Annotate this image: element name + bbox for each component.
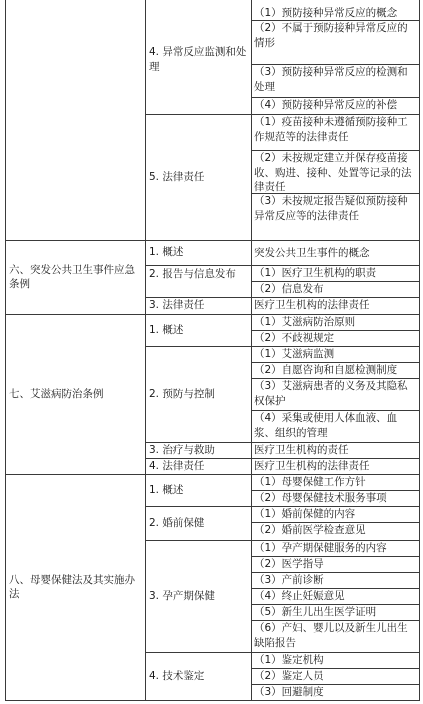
list-item: （3）未按规定报告疑似预防接种异常反应等的法律责任: [254, 195, 408, 222]
list-item: （1）婚前保健的内容: [254, 508, 356, 520]
list-item: （1）艾滋病监测: [254, 348, 335, 360]
subsection-name: 2. 预防与控制: [149, 387, 215, 400]
list-item: （1）孕产期保健服务的内容: [254, 542, 387, 554]
subsection-name: 4. 异常反应监测和处理: [149, 46, 247, 73]
list-item: （3）产前诊断: [254, 574, 324, 586]
subsection-name: 5. 法律责任: [149, 170, 205, 183]
list-item: （2）医学指导: [254, 558, 324, 570]
list-item: （3）回避制度: [254, 686, 324, 698]
list-item: （2）不属于预防接种异常反应的情形: [254, 22, 408, 49]
section-divider: [5, 240, 420, 241]
list-item: （3）艾滋病患者的义务及其隐私权保护: [254, 380, 408, 407]
list-item: （2）鉴定人员: [254, 670, 324, 682]
list-item: （2）未按规定建立并保存疫苗接收、购进、接种、处置等记录的法律责任: [254, 152, 412, 193]
subsection-name: 3. 治疗与救助: [149, 443, 215, 456]
subsection-name: 4. 技术鉴定: [149, 669, 205, 682]
subsection-name: 2. 婚前保健: [149, 516, 205, 529]
table-border-v2: [251, 0, 252, 701]
list-item: （4）预防接种异常反应的补偿: [254, 99, 398, 111]
table-border-v3: [419, 0, 420, 701]
list-item: （2）信息发布: [254, 283, 324, 295]
list-item: （4）采集或使用人体血液、血浆、组织的管理: [254, 412, 398, 439]
table-border-v1: [145, 0, 146, 701]
list-item: （1）预防接种异常反应的概念: [254, 7, 398, 19]
section-title: 八、母婴保健法及其实施办法: [9, 573, 135, 600]
list-item: （1）母婴保健工作方针: [254, 476, 366, 488]
table-border-v0: [5, 0, 6, 701]
subsection-name: 1. 概述: [149, 483, 184, 496]
section-title: 六、突发公共卫生事件应急条例: [9, 263, 135, 290]
subsection-name: 1. 概述: [149, 323, 184, 336]
list-item: （4）终止妊娠意见: [254, 590, 345, 602]
list-item: （2）婚前医学检查意见: [254, 524, 366, 536]
list-item: 医疗卫生机构的法律责任: [254, 299, 370, 311]
list-item: （1）疫苗接种未遵循预防接种工作规范等的法律责任: [254, 116, 408, 143]
table-border-bottom: [5, 700, 420, 701]
subsection-name: 2. 报告与信息发布: [149, 267, 236, 280]
subsection-name: 4. 法律责任: [149, 459, 205, 472]
list-item: （3）预防接种异常反应的检测和处理: [254, 66, 408, 93]
list-item: 医疗卫生机构的责任: [254, 444, 349, 456]
list-item: （2）不歧视规定: [254, 332, 335, 344]
section-title: 七、艾滋病防治条例: [9, 387, 104, 400]
list-item: （5）新生儿出生医学证明: [254, 606, 377, 618]
list-item: （2）母婴保健技术服务事项: [254, 492, 387, 504]
subsection-name: 3. 孕产期保健: [149, 589, 215, 602]
list-item: 医疗卫生机构的法律责任: [254, 460, 370, 472]
list-item: （1）医疗卫生机构的职责: [254, 267, 377, 279]
subsection-name: 1. 概述: [149, 246, 184, 259]
list-item: 突发公共卫生事件的概念: [254, 247, 370, 259]
list-item: （1）艾滋病防治原则: [254, 316, 356, 328]
list-item: （6）产妇、婴儿以及新生儿出生缺陷报告: [254, 622, 408, 649]
list-item: （2）自愿咨询和自愿检测制度: [254, 364, 398, 376]
subsection-name: 3. 法律责任: [149, 299, 205, 312]
list-item: （1）鉴定机构: [254, 654, 324, 666]
